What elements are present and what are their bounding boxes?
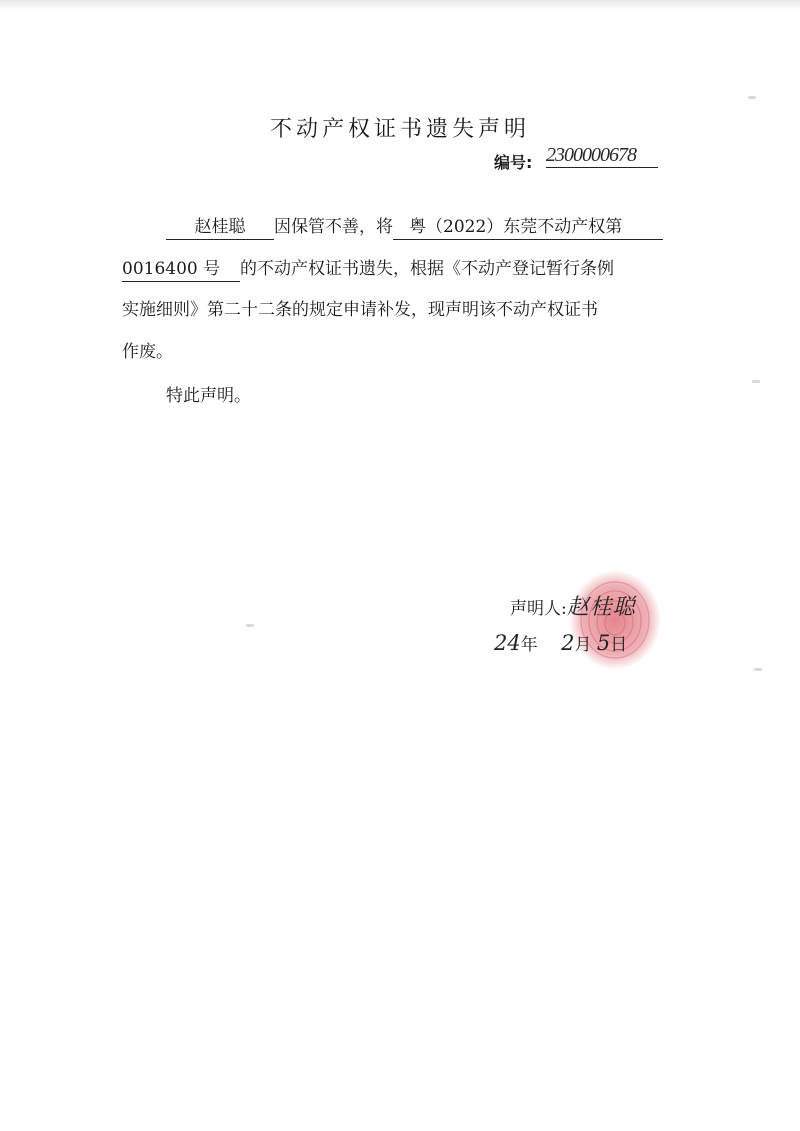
- handwritten-signature: 赵桂聪: [566, 595, 636, 620]
- certificate-prefix: 粤（2022）东莞不动产权第: [393, 216, 663, 240]
- date-year: 24: [494, 631, 521, 655]
- certificate-number: 0016400 号: [122, 258, 240, 282]
- body-text-2: 的不动产权证书遗失，根据《不动产登记暂行条例: [240, 259, 614, 279]
- body-line-4: 作废。: [122, 342, 173, 362]
- scan-edge: [0, 0, 800, 10]
- year-unit: 年: [520, 635, 538, 655]
- scan-speck: [752, 380, 760, 383]
- page-title: 不动产权证书遗失声明: [269, 117, 530, 142]
- scan-speck: [748, 96, 756, 99]
- scan-speck: [246, 624, 254, 627]
- declarant-label: 声明人:: [510, 599, 567, 619]
- closing-statement: 特此声明。: [166, 386, 251, 406]
- serial-number: 2300000678: [546, 144, 658, 168]
- body-line-2: [122, 258, 614, 282]
- date-month: 2: [561, 631, 575, 655]
- date-row: [494, 630, 627, 655]
- scan-speck: [754, 668, 762, 671]
- owner-name: 赵桂聪: [166, 216, 274, 240]
- serial-label: 编号:: [494, 153, 533, 172]
- body-line-1: [166, 216, 663, 240]
- day-unit: 日: [610, 635, 628, 655]
- declarant-row: [510, 590, 636, 621]
- body-text-1: 因保管不善，将: [274, 217, 393, 237]
- body-line-3: 实施细则》第二十二条的规定申请补发，现声明该不动产权证书: [122, 300, 598, 320]
- month-unit: 月: [574, 635, 592, 655]
- date-day: 5: [596, 631, 611, 655]
